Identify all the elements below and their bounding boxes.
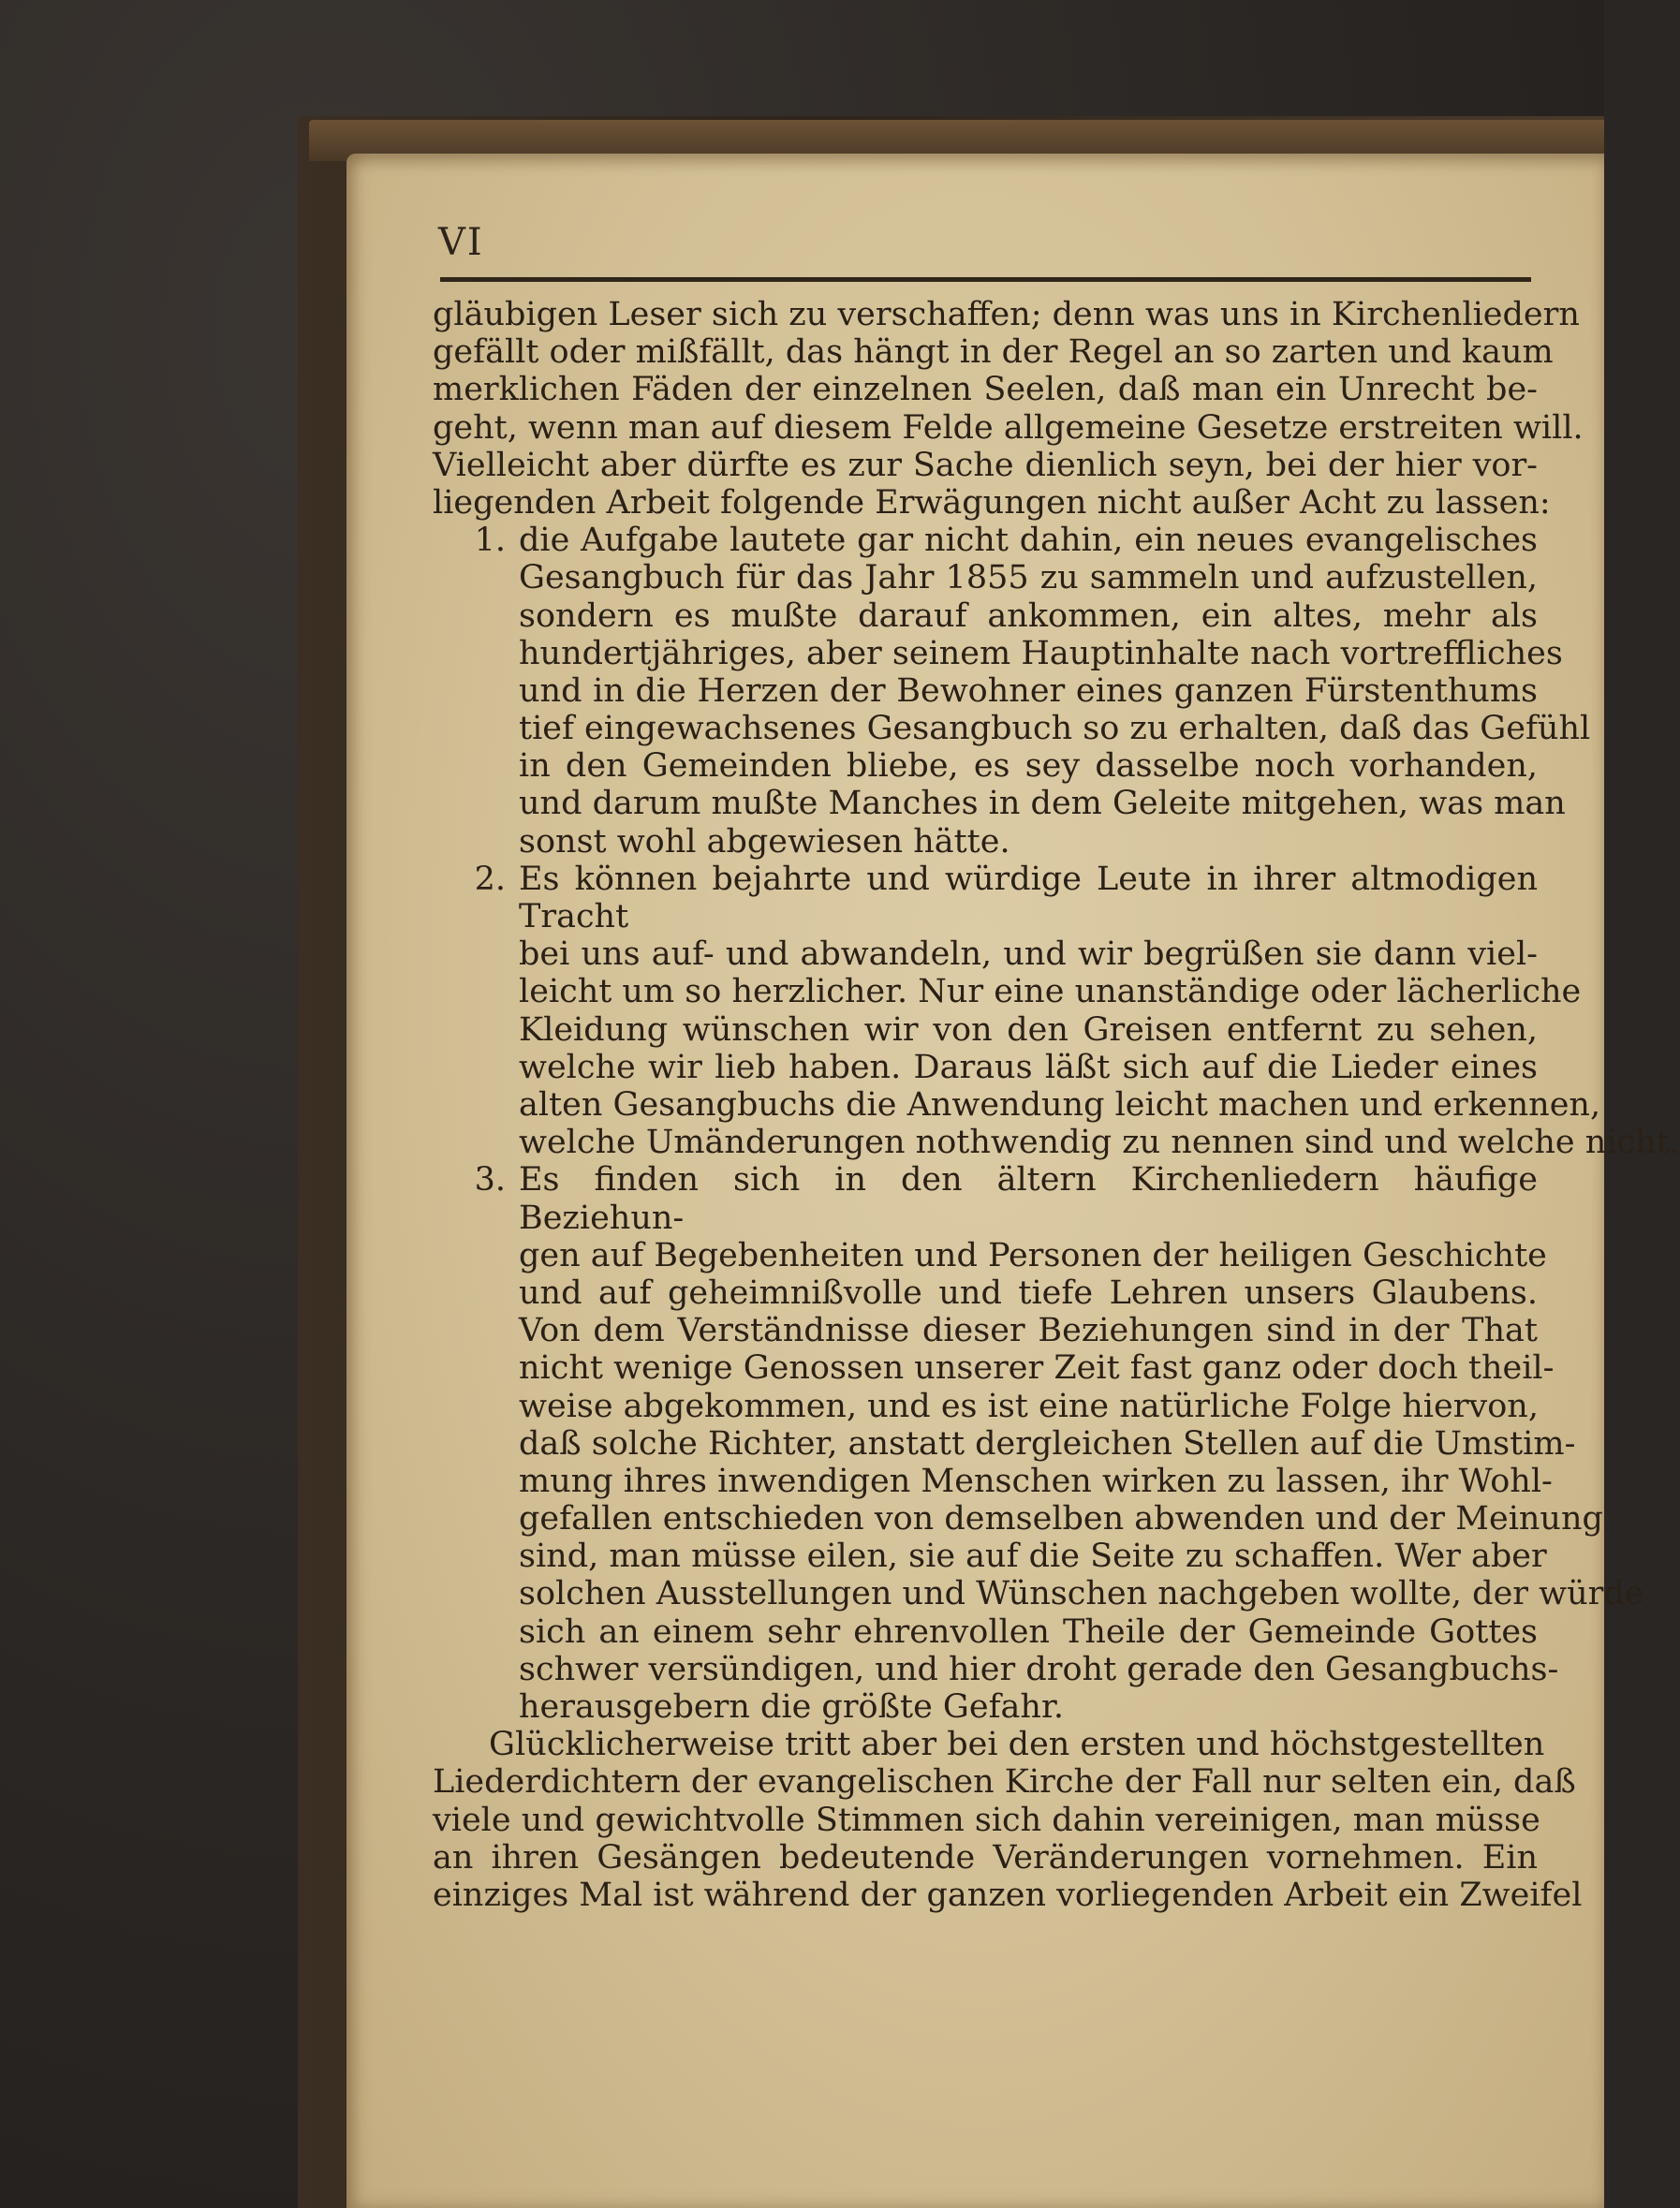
text-line: und in die Herzen der Bewohner eines ganzen Fürstenthums <box>519 671 1538 710</box>
text-line: alten Gesangbuchs die Anwendung leicht machen und erkennen, <box>519 1085 1601 1124</box>
text-line: hundertjähriges, aber seinem Hauptinhalte nach vortreffliches <box>519 634 1563 672</box>
text-line: tief eingewachsenes Gesangbuch so zu erhalten, daß das Gefühl <box>519 710 1591 748</box>
page-text <box>433 296 1680 1914</box>
text-line: und auf geheimnißvolle und tiefe Lehren unsers Glaubens. <box>519 1273 1538 1312</box>
item-text: die Aufgabe lautete gar nicht dahin, ein neues evangelisches <box>519 522 1538 560</box>
text-line: viele und gewichtvolle Stimmen sich dahin vereinigen, man müsse <box>433 1801 1540 1839</box>
item-text: Es finden sich in den ältern Kirchenliedern häufige Beziehun- <box>519 1161 1538 1237</box>
text-line: welche wir lieb haben. Daraus läßt sich auf die Lieder eines <box>519 1048 1538 1086</box>
text-line: an ihren Gesängen bedeutende Veränderungen vornehmen. Ein <box>433 1838 1538 1877</box>
item-text: Es können bejahrte und würdige Leute in ihrer altmodigen Tracht <box>519 860 1538 936</box>
text-line: geht, wenn man auf diesem Felde allgemeine Gesetze erstreiten will. <box>433 408 1584 447</box>
text-line: sind, man müsse eilen, sie auf die Seite zu schaffen. Wer aber <box>519 1538 1547 1576</box>
numbered-item-3 <box>433 1161 1644 1727</box>
text-line: solchen Ausstellungen und Wünschen nachgeben wollte, der würde <box>519 1575 1644 1613</box>
text-line: herausgebern die größte Gefahr. <box>519 1688 1064 1727</box>
text-line: leicht um so herzlicher. Nur eine unanständige oder lächerliche <box>519 973 1582 1011</box>
text-line: nicht wenige Genossen unserer Zeit fast ganz oder doch theil- <box>519 1349 1555 1388</box>
text-line: Von dem Verständnisse dieser Beziehungen sind in der That <box>519 1312 1538 1350</box>
closing-paragraph <box>433 1726 1583 1914</box>
text-line: bei uns auf- und abwandeln, und wir begrüßen sie dann viel- <box>519 935 1538 974</box>
text-line: einziges Mal ist während der ganzen vorliegenden Arbeit ein Zweifel <box>433 1876 1583 1914</box>
text-line: liegenden Arbeit folgende Erwägungen nicht außer Acht zu lassen: <box>433 483 1551 522</box>
text-line: sondern es mußte darauf ankommen, ein altes, mehr als <box>519 596 1538 635</box>
intro-paragraph <box>433 296 1584 522</box>
item-number: 1. <box>474 522 506 560</box>
item-number: 2. <box>474 860 506 898</box>
text-line: daß solche Richter, anstatt dergleichen Stellen auf die Umstim- <box>519 1424 1576 1463</box>
text-line: gen auf Begebenheiten und Personen der heiligen Geschichte <box>519 1236 1547 1274</box>
text-line: schwer versündigen, und hier droht gerade den Gesangbuchs- <box>519 1650 1559 1688</box>
text-line: sonst wohl abgewiesen hätte. <box>519 822 1010 861</box>
text-line: sich an einem sehr ehrenvollen Theile der Gemeinde Gottes <box>519 1612 1538 1651</box>
text-line: gefällt oder mißfällt, das hängt in der Regel an so zarten und kaum <box>433 333 1554 372</box>
text-line: mung ihres inwendigen Menschen wirken zu lassen, ihr Wohl- <box>519 1462 1553 1500</box>
numbered-item-2 <box>433 860 1680 1162</box>
text-line: Gesangbuch für das Jahr 1855 zu sammeln und aufzustellen, <box>519 559 1538 597</box>
text-line <box>433 522 1538 559</box>
header-rule <box>440 277 1531 282</box>
text-line: und darum mußte Manches in dem Geleite mitgehen, was man <box>519 785 1566 823</box>
page-number: VI <box>438 221 484 264</box>
numbered-item-1 <box>433 522 1591 861</box>
text-line: in den Gemeinden bliebe, es sey dasselbe noch vorhanden, <box>519 747 1538 786</box>
text-line: gläubigen Leser sich zu verschaffen; denn was uns in Kirchenliedern <box>433 296 1580 333</box>
text-line: weise abgekommen, und es ist eine natürliche Folge hiervon, <box>519 1387 1539 1425</box>
text-line: gefallen entschieden von demselben abwenden und der Meinung <box>519 1500 1603 1538</box>
text-line: Vielleicht aber dürfte es zur Sache dienlich seyn, bei der hier vor- <box>433 446 1538 484</box>
text-line: Liederdichtern der evangelischen Kirche der Fall nur selten ein, daß <box>433 1763 1576 1802</box>
text-line: merklichen Fäden der einzelnen Seelen, daß man ein Unrecht be- <box>433 371 1538 409</box>
text-line: Glücklicherweise tritt aber bei den ersten und höchstgestellten <box>489 1726 1545 1764</box>
text-line: welche Umänderungen nothwendig zu nennen sind und welche nicht. <box>519 1124 1680 1162</box>
text-line <box>433 861 1538 935</box>
item-number: 3. <box>474 1161 506 1200</box>
text-line <box>433 1161 1538 1236</box>
text-line: Kleidung wünschen wir von den Greisen entfernt zu sehen, <box>519 1010 1538 1049</box>
